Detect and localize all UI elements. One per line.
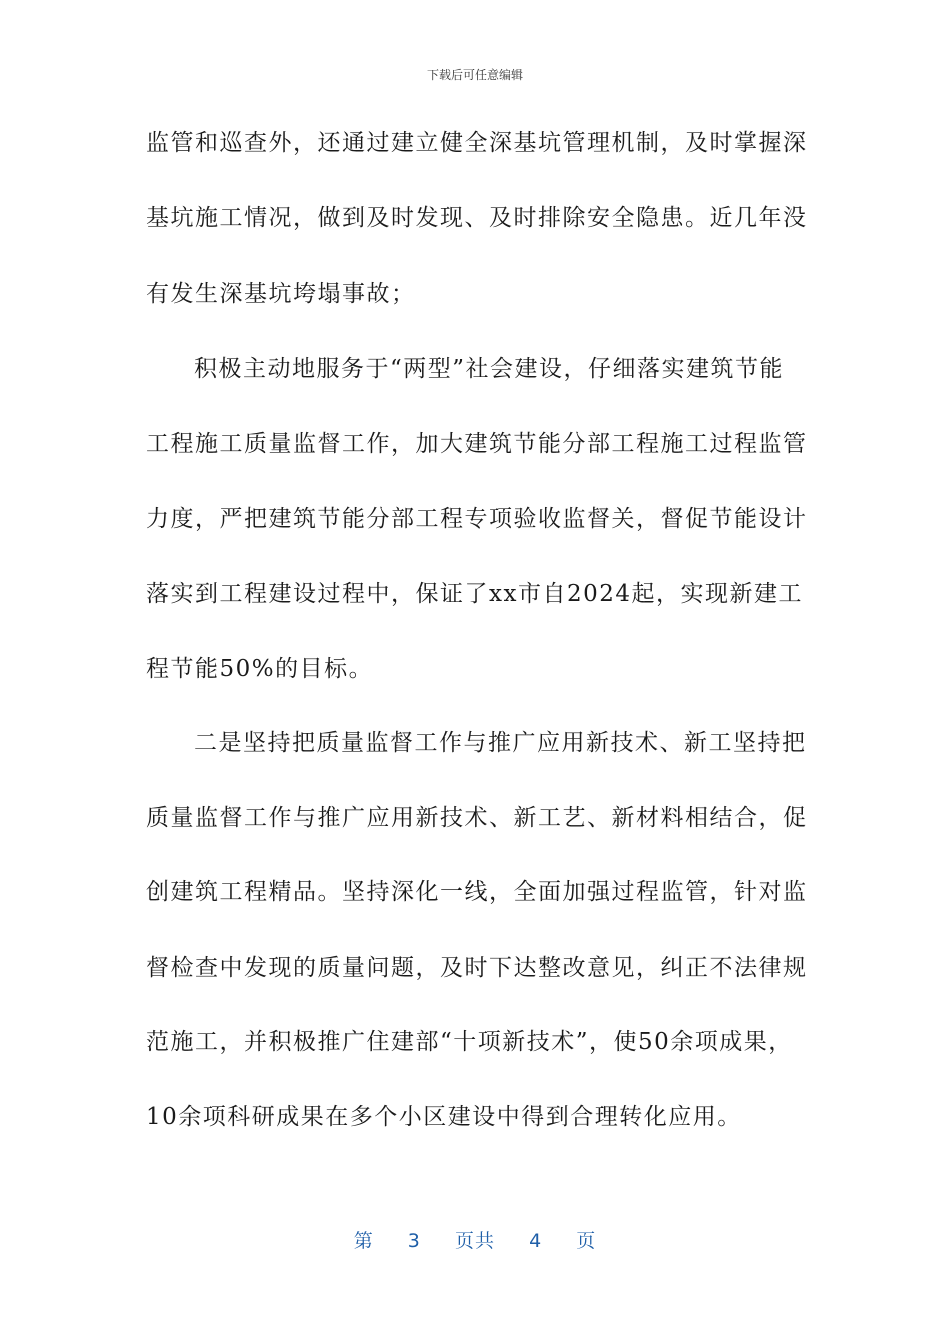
footer-middle: 页共 [454, 1230, 495, 1252]
body-line: 工程施工质量监督工作，加大建筑节能分部工程施工过程监管 [146, 431, 808, 457]
body-line: 有发生深基坑垮塌事故； [146, 281, 416, 307]
body-line: 质量监督工作与推广应用新技术、新工艺、新材料相结合，促 [146, 805, 808, 831]
body-line: 基坑施工情况，做到及时发现、及时排除安全隐患。近几年没 [146, 205, 808, 231]
body-line: 监管和巡查外，还通过建立健全深基坑管理机制，及时掌握深 [146, 130, 808, 156]
body-line: 二是坚持把质量监督工作与推广应用新技术、新工坚持把 [194, 730, 807, 756]
body-line: 督检查中发现的质量问题，及时下达整改意见，纠正不法律规 [146, 955, 808, 981]
body-line: 力度，严把建筑节能分部工程专项验收监督关，督促节能设计 [146, 506, 808, 532]
footer-total-pages: 4 [529, 1230, 543, 1252]
body-line: 积极主动地服务于“两型”社会建设，仔细落实建筑节能 [194, 356, 785, 382]
page-header-note: 下载后可任意编辑 [426, 68, 523, 82]
body-line: 范施工，并积极推广住建部“十项新技术”，使50余项成果， [146, 1029, 793, 1055]
body-line: 落实到工程建设过程中，保证了xx市自2024起，实现新建工 [146, 581, 803, 607]
footer-suffix: 页 [576, 1230, 597, 1252]
footer-current-page: 3 [407, 1230, 421, 1252]
page-footer [0, 1226, 950, 1253]
body-line: 10余项科研成果在多个小区建设中得到合理转化应用。 [146, 1104, 742, 1130]
footer-prefix: 第 [353, 1230, 374, 1252]
body-line: 创建筑工程精品。坚持深化一线，全面加强过程监管，针对监 [146, 879, 808, 905]
body-line: 程节能50%的目标。 [146, 656, 374, 682]
